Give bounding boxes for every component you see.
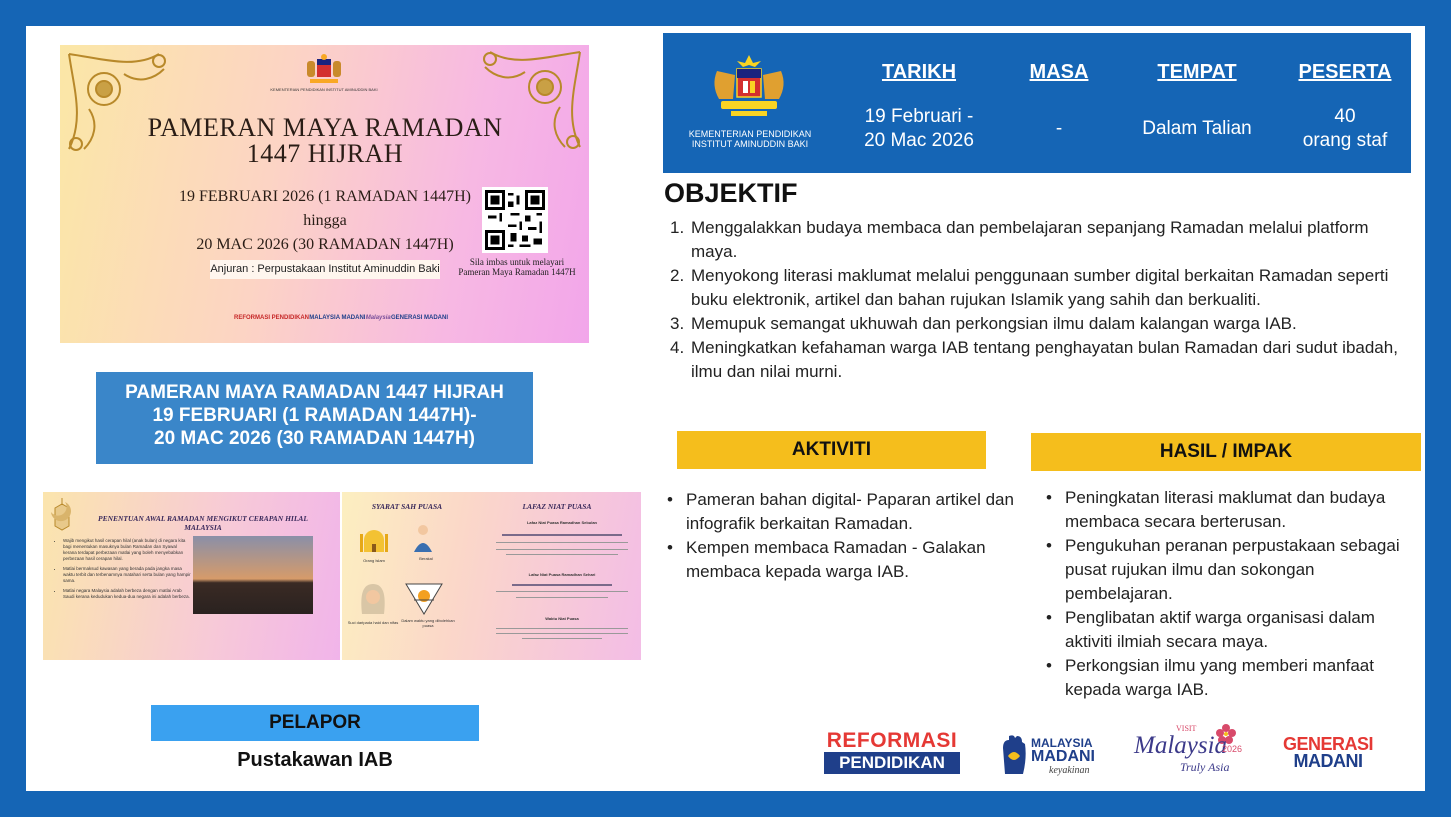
madani-logo-mid: MADANI [1031, 748, 1095, 765]
exhibition-caption [96, 372, 533, 464]
poster-logo-madani: MALAYSIA MADANI [309, 314, 366, 321]
objektif-number: 3. [670, 314, 685, 333]
visit-logo-year: 2026 [1222, 744, 1243, 754]
objektif-number: 4. [670, 338, 685, 357]
visit-malaysia-logo [1134, 724, 1244, 780]
peserta-value [1285, 105, 1405, 153]
visit-logo-top: VISIT [1176, 724, 1197, 733]
slide-hilal-title: PENENTUAN AWAL RAMADAN MENGIKUT CERAPAN HILAL MALAYSIA [98, 514, 308, 532]
tarikh-value-line: 19 Februari - [864, 106, 974, 127]
aktiviti-heading: AKTIVITI [677, 431, 986, 469]
poster-logo-generasi: GENERASI MADANI [390, 314, 448, 321]
moon-sighting-photo [193, 536, 313, 614]
lafaz-text-block [492, 530, 632, 566]
tempat-value: Dalam Talian [1142, 118, 1252, 139]
crest-icon [304, 53, 344, 87]
madani-logo-top: MALAYSIA [1031, 736, 1093, 750]
syarat-label: Dalam waktu yang dibolehkan puasa [401, 618, 455, 628]
objektif-number: 1. [670, 218, 685, 237]
objektif-item [670, 216, 1410, 264]
syarat-label: Suci daripada haid dan nifas [347, 620, 399, 625]
masa-label: MASA [1029, 61, 1089, 83]
slide-lafaz-title: LAFAZ NIAT PUASA [522, 502, 592, 511]
slide-syarat-title: SYARAT SAH PUASA [371, 502, 443, 511]
hasil-list [1046, 486, 1406, 702]
hasil-item: • Peningkatan literasi maklumat dan budaya membaca secara berterusan. [1046, 486, 1406, 534]
caption-line: 19 FEBRUARI (1 RAMADAN 1447H)- [152, 405, 477, 426]
aktiviti-item: • Kempen membaca Ramadan - Galakan membaca kepada warga IAB. [667, 536, 1017, 584]
qr-caption-line: Sila imbas untuk melayari [469, 257, 565, 267]
objektif-text: Meningkatkan kefahaman warga IAB tentang penghayatan bulan Ramadan dari sudut ibadah, ilmu dan nilai murni. [691, 338, 1398, 381]
pelapor-heading: PELAPOR [151, 705, 479, 741]
lafaz-label: Waktu Niat Puasa [545, 616, 579, 621]
caption-line: PAMERAN MAYA RAMADAN 1447 HIJRAH [125, 382, 504, 403]
peserta-value-line: 40 [1334, 106, 1356, 127]
slide-bullet: • Matlai negara Malaysia adalah berbeza dengan matlai Arab Saudi kerana kedudukan kedua-dua negara ini adalah berbeza. [63, 588, 191, 600]
peserta-label: PESERTA [1298, 61, 1392, 83]
slide-hilal [43, 492, 340, 660]
objektif-heading: OBJEKTIF [664, 178, 798, 208]
poster-date-line: 19 FEBRUARI 2026 (1 RAMADAN 1447H) [178, 188, 471, 205]
tarikh-label: TARIKH [881, 61, 957, 83]
masa-value: - [1055, 118, 1063, 139]
peserta-value-line: orang staf [1302, 130, 1388, 151]
praying-person-icon [410, 524, 436, 554]
qr-caption [453, 257, 581, 277]
slide-hilal-bullets [57, 538, 191, 604]
hasil-item: • Perkongsian ilmu yang memberi manfaat kepada warga IAB. [1046, 654, 1406, 702]
lafaz-text-block [492, 624, 632, 648]
slide-puasa [342, 492, 641, 660]
madani-hand-icon [1001, 734, 1027, 776]
objektif-item [670, 264, 1410, 312]
reformasi-logo-top: REFORMASI [826, 729, 958, 752]
poster-title-line: 1447 HIJRAH [246, 139, 404, 168]
hasil-heading: HASIL / IMPAK [1031, 433, 1421, 471]
event-info-bar [663, 33, 1411, 173]
agency-line: INSTITUT AMINUDDIN BAKI [691, 139, 809, 149]
qr-code-icon[interactable] [482, 187, 548, 253]
syarat-label: Orang Islam [363, 558, 385, 563]
slide-bullet: • Matlai bermaksud kawasan yang berada pada jangka masa waktu terbit dan terbenamnya matahari serta bulan yang hampir sama. [63, 566, 191, 584]
poster-date-line: 20 MAC 2026 (30 RAMADAN 1447H) [196, 236, 454, 253]
coat-of-arms-icon [707, 51, 791, 121]
lafaz-label: Lafaz Niat Puasa Ramadhan Sebulan [526, 520, 598, 525]
poster-title [120, 115, 530, 167]
event-poster [60, 45, 589, 343]
pelapor-value: Pustakawan IAB [237, 749, 393, 771]
objektif-number: 2. [670, 266, 685, 285]
generasi-logo-bottom: MADANI [1293, 751, 1363, 771]
poster-organizer: Anjuran : Perpustakaan Institut Aminuddin Baki [210, 260, 440, 279]
mosque-icon [360, 526, 388, 554]
aktiviti-item: • Pameran bahan digital- Paparan artikel dan infografik berkaitan Ramadan. [667, 488, 1017, 536]
poster-date-line: hingga [303, 212, 347, 229]
objektif-text: Memupuk semangat ukhuwah dan perkongsian ilmu dalam kalangan warga IAB. [691, 314, 1297, 333]
poster-logo-visit-malaysia: Malaysia [365, 314, 391, 321]
malaysia-madani-logo [1001, 732, 1109, 778]
tarikh-value-line: 20 Mac 2026 [864, 130, 974, 151]
reformasi-logo-bottom: PENDIDIKAN [824, 752, 960, 774]
report-sheet [26, 26, 1425, 791]
poster-logos [234, 308, 448, 328]
visit-logo-tag: Truly Asia [1180, 760, 1230, 774]
hasil-item: • Pengukuhan peranan perpustakaan sebagai pusat rujukan ilmu dan sokongan pembelajaran. [1046, 534, 1406, 606]
generasi-madani-logo [1278, 736, 1378, 776]
poster-title-line: PAMERAN MAYA RAMADAN [147, 113, 503, 142]
reformasi-pendidikan-logo [824, 730, 960, 774]
generasi-logo-top: GENERASI [1282, 734, 1374, 754]
exhibition-slides [43, 492, 641, 660]
objektif-text: Menyokong literasi maklumat melalui penggunaan sumber digital berkaitan Ramadan seperti buku elektronik, artikel dan bahan rujukan Islamik yang sahih dan berkualiti. [691, 266, 1389, 309]
visit-logo-main: Malaysia [1134, 732, 1228, 759]
hasil-item: • Penglibatan aktif warga organisasi dalam aktiviti ilmiah secara maya. [1046, 606, 1406, 654]
lantern-icon [49, 498, 75, 534]
aktiviti-list [667, 488, 1017, 584]
poster-logo-reformasi: REFORMASI PENDIDIKAN [234, 314, 310, 321]
objektif-item [670, 312, 1410, 336]
sunrise-icon [404, 580, 444, 616]
lafaz-label: Lafaz Niat Puasa Ramadhan Sehari [528, 572, 596, 577]
caption-line: 20 MAC 2026 (30 RAMADAN 1447H) [154, 428, 475, 449]
tempat-label: TEMPAT [1157, 61, 1237, 83]
objektif-item [670, 336, 1410, 384]
poster-dates [120, 185, 530, 257]
objektif-text: Menggalakkan budaya membaca dan pembelajaran sepanjang Ramadan melalui platform maya. [691, 218, 1369, 261]
header-agency [675, 129, 825, 149]
tarikh-value [843, 105, 995, 153]
slide-bullet: • Wajib mengikut hasil cerapan hilal (anak bulan) di negara kita bagi menentukan masuknya bulan Ramadan dan Syawal kerana terdapat perbezaan matlai yang boleh menyebabkan perbezaan hasil cerapan hilal. [63, 538, 191, 562]
objektif-list [670, 216, 1410, 384]
hijab-woman-icon [358, 582, 388, 616]
qr-caption-line: Pameran Maya Ramadan 1447H [458, 267, 576, 277]
lafaz-text-block [492, 580, 632, 608]
poster-agency: KEMENTERIAN PENDIDIKAN INSTITUT AMINUDDIN BAKI [270, 87, 378, 92]
agency-line: KEMENTERIAN PENDIDIKAN [688, 129, 812, 139]
syarat-label: Berakal [419, 556, 433, 561]
madani-logo-tag: keyakinan [1049, 765, 1090, 776]
